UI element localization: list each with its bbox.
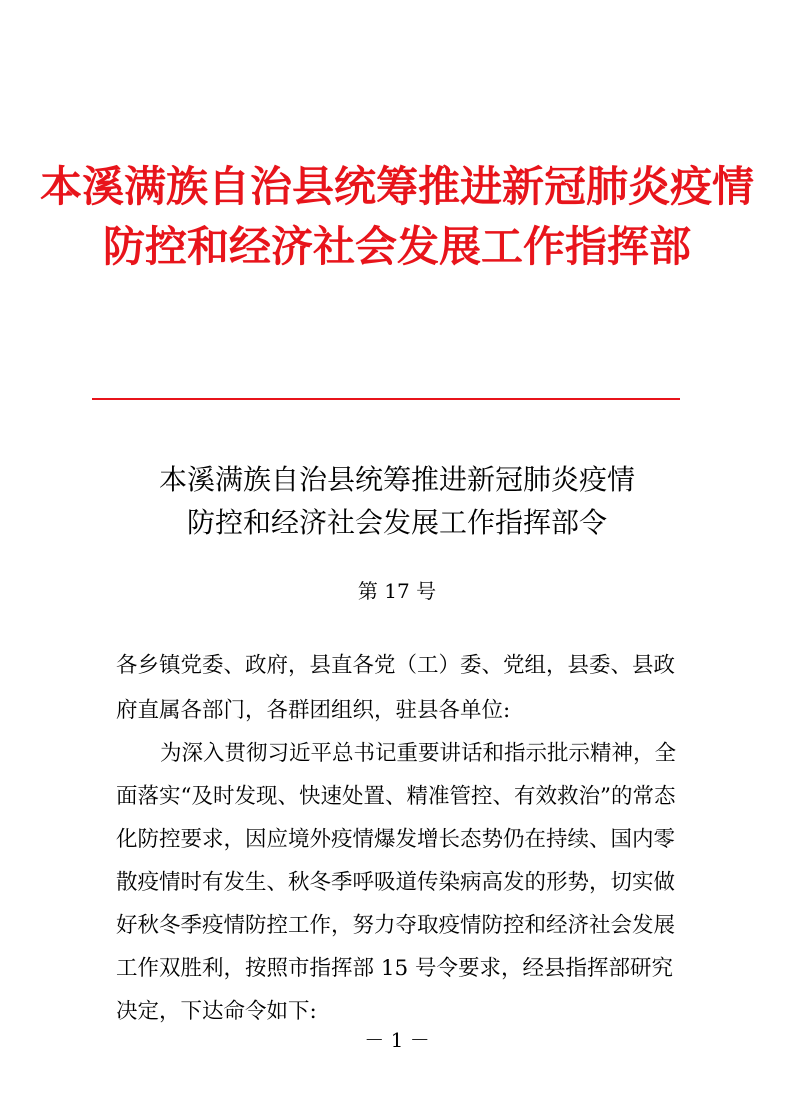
body-line-2: 面落实“及时发现、快速处置、精准管控、有效救治”的常态 — [116, 784, 676, 809]
red-divider-rule — [92, 398, 680, 400]
masthead-line-1: 本溪满族自治县统筹推进新冠肺炎疫情 — [39, 162, 754, 211]
body-line-4: 散疫情时有发生、秋冬季呼吸道传染病高发的形势，切实做 — [116, 870, 676, 895]
body-line-7: 决定，下达命令如下: — [116, 999, 317, 1024]
body-line-3: 化防控要求，因应境外疫情爆发增长态势仍在持续、国内零 — [116, 827, 676, 852]
order-title-line-2: 防控和经济社会发展工作指挥部令 — [186, 506, 607, 539]
addressee-line-2: 府直属各部门，各群团组织，驻县各单位: — [116, 698, 511, 723]
body-line-1: 为深入贯彻习近平总书记重要讲话和指示批示精神，全 — [160, 741, 677, 766]
order-number: 第 17 号 — [357, 579, 437, 603]
page-number: － 1 － — [364, 1028, 430, 1052]
body-line-6: 工作双胜利，按照市指挥部 15 号令要求，经县指挥部研究 — [116, 956, 674, 981]
masthead-line-2: 防控和经济社会发展工作指挥部 — [102, 222, 691, 271]
order-title-line-1: 本溪满族自治县统筹推进新冠肺炎疫情 — [158, 463, 635, 496]
addressee-line-1: 各乡镇党委、政府，县直各党（工）委、党组，县委、县政 — [116, 653, 676, 678]
body-line-5: 好秋冬季疫情防控工作，努力夺取疫情防控和经济社会发展 — [116, 913, 676, 938]
